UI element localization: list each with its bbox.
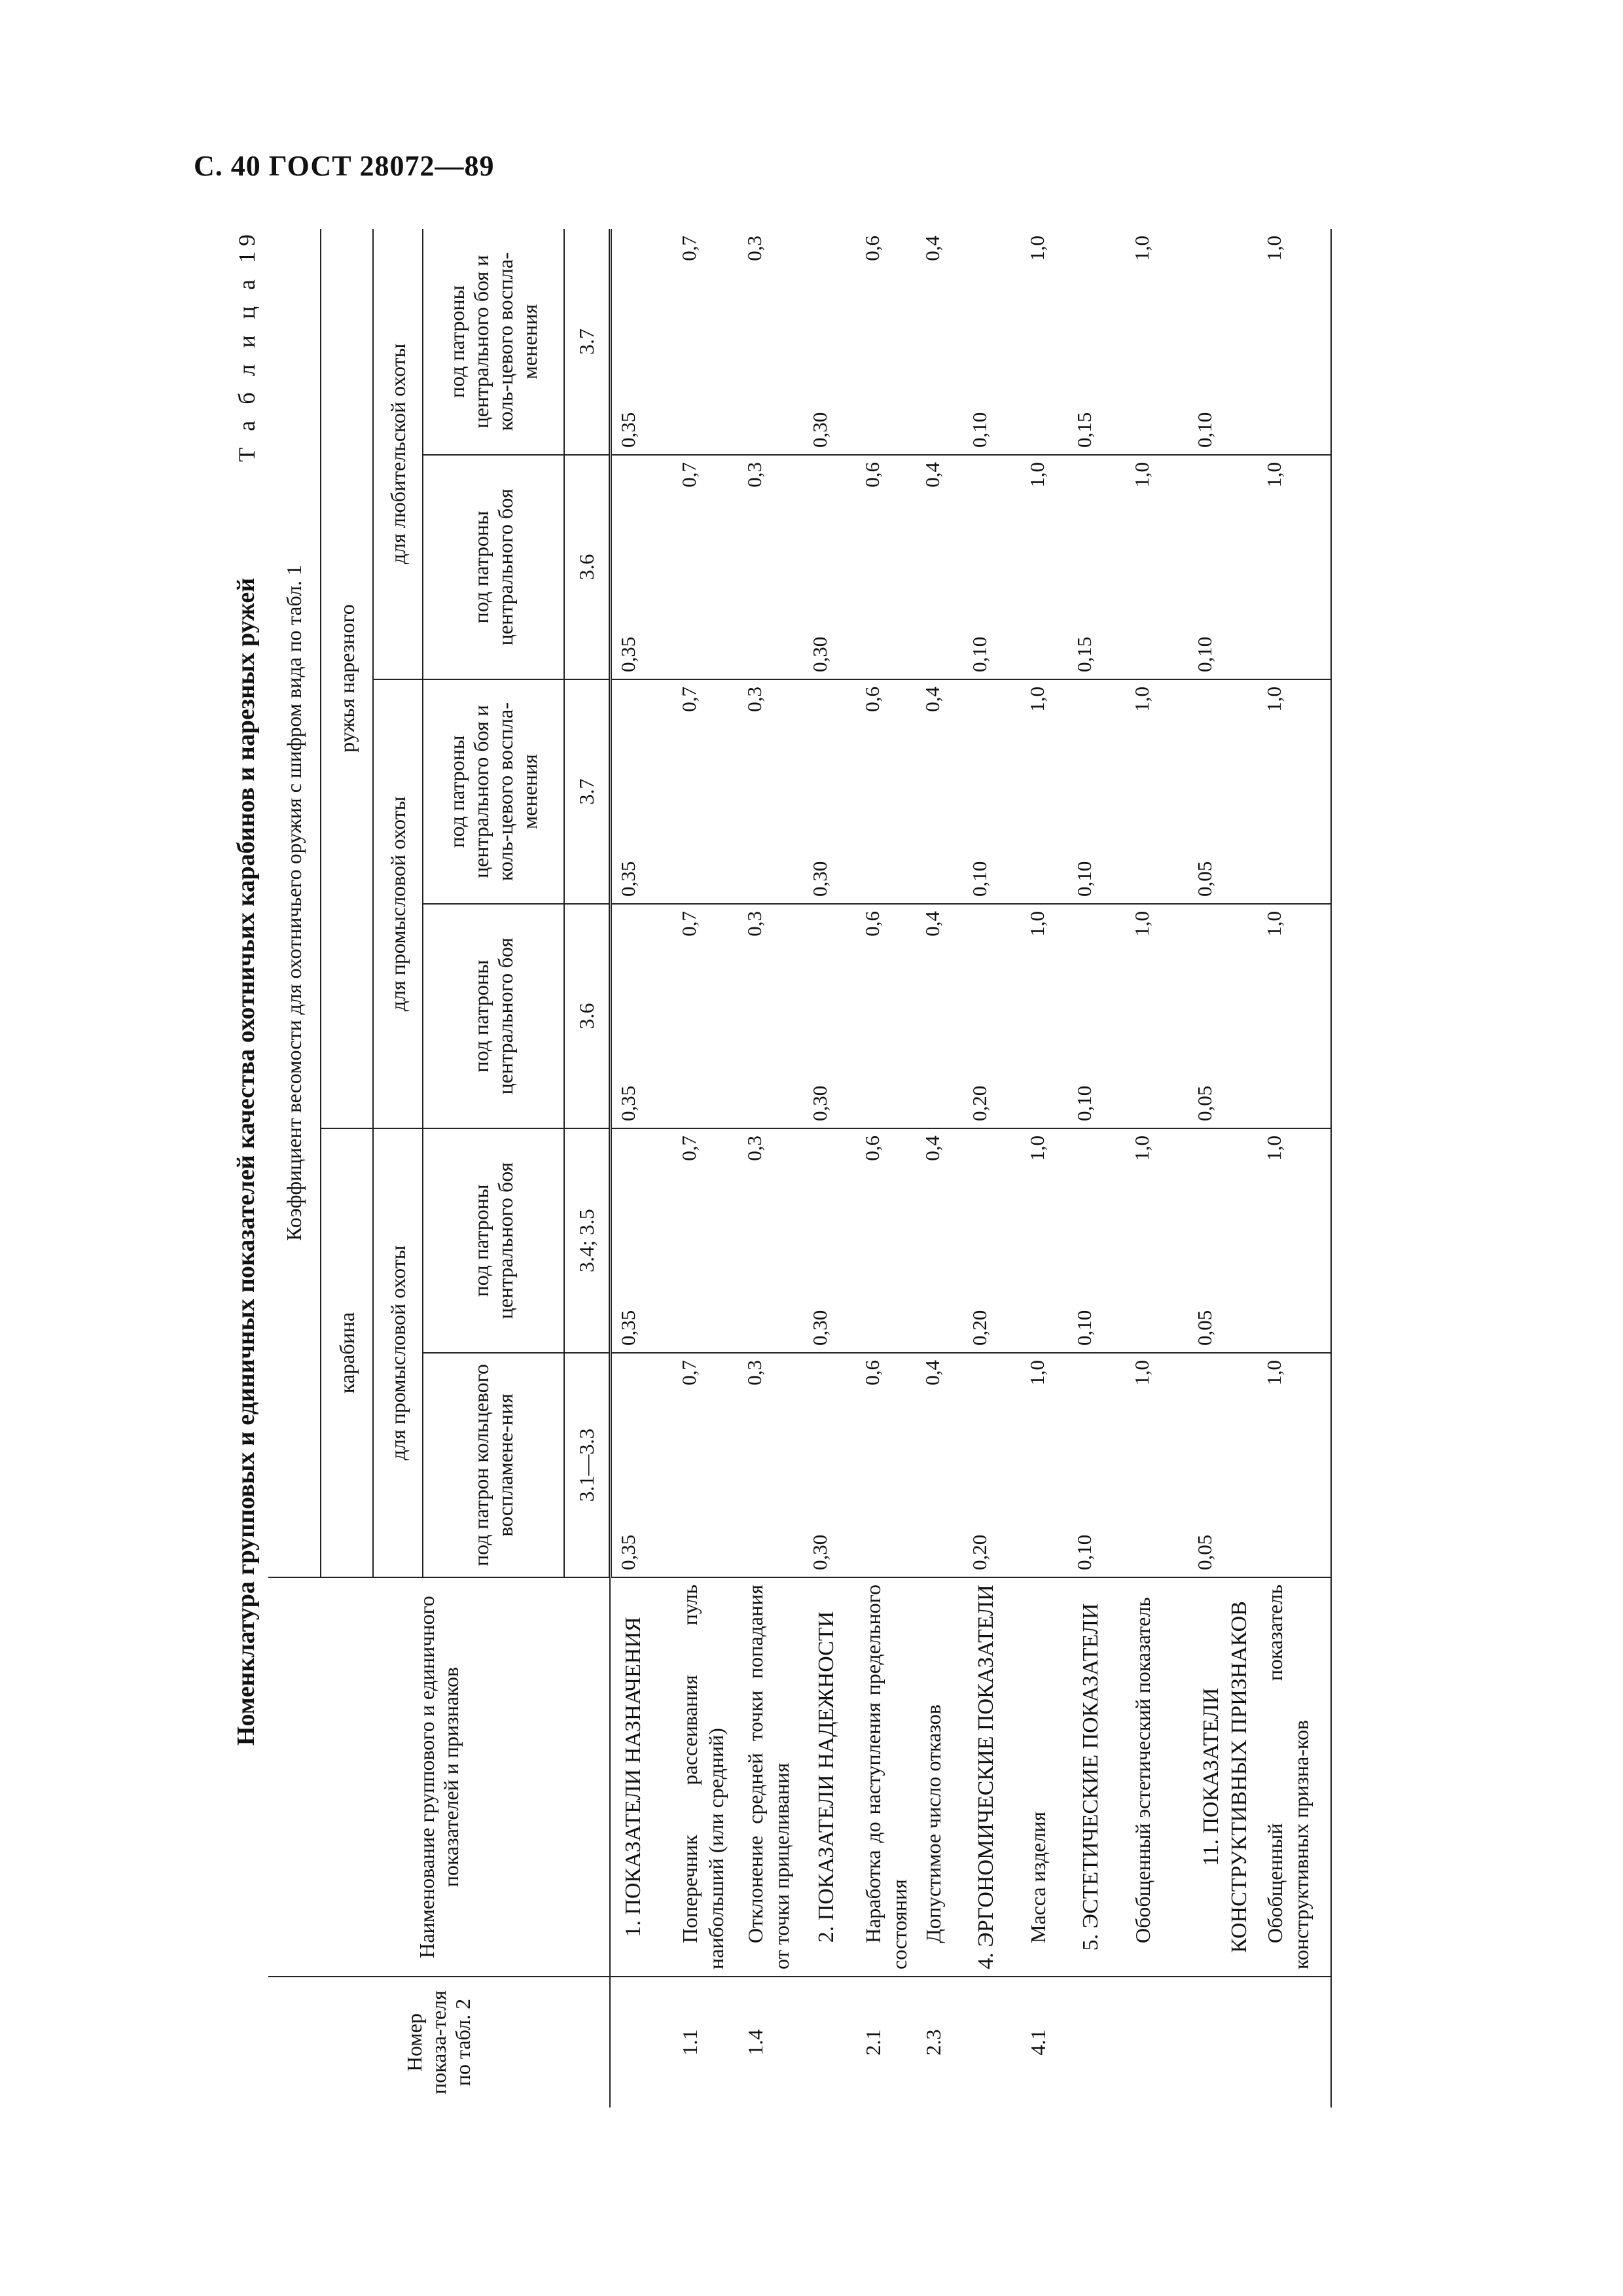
coefficient-value: 0,35 bbox=[616, 412, 639, 448]
col-header-amateur-rifle: для любительской охоты bbox=[373, 229, 423, 679]
indicator-name: Наработка до наступления предельного состояния bbox=[856, 1577, 916, 1977]
table-row bbox=[673, 229, 738, 2108]
indicator-name: Отклонение средней точки попадания от точки прицеливания bbox=[738, 1577, 804, 1977]
coefficient-value: 1,0 bbox=[1262, 1360, 1285, 1386]
coefficient-cell bbox=[1021, 904, 1068, 1128]
coefficient-cell bbox=[963, 1128, 1021, 1353]
coefficient-cell bbox=[1258, 229, 1331, 455]
coefficient-value: 0,3 bbox=[743, 1360, 766, 1386]
coefficient-cell bbox=[610, 679, 673, 904]
section-title: 1. ПОКАЗАТЕЛИ НАЗНАЧЕНИЯ bbox=[610, 1577, 673, 1977]
col-header-coefficient: Коэффициент весомости для охотничьего оружия с шифром вида по табл. 1 bbox=[268, 229, 321, 1577]
coefficient-value: 0,10 bbox=[1073, 1085, 1096, 1121]
row-number: 2.3 bbox=[921, 2029, 945, 2056]
coefficient-cell bbox=[804, 1128, 856, 1353]
coefficient-value: 0,6 bbox=[861, 235, 883, 261]
coefficient-cell bbox=[963, 229, 1021, 455]
coefficient-cell bbox=[610, 1353, 673, 1577]
coefficient-cell bbox=[1068, 455, 1126, 679]
section-row bbox=[804, 229, 856, 2108]
coefficient-cell bbox=[1258, 904, 1331, 1128]
coefficient-value: 1,0 bbox=[1026, 235, 1048, 261]
row-number bbox=[1258, 1977, 1331, 2108]
coefficient-cell bbox=[673, 904, 738, 1128]
table-row bbox=[1126, 229, 1188, 2108]
coefficient-cell bbox=[916, 1128, 963, 1353]
coefficient-value: 0,6 bbox=[861, 911, 883, 937]
coefficient-cell bbox=[1021, 679, 1068, 904]
coefficient-cell bbox=[1068, 1353, 1126, 1577]
col-code: 3.6 bbox=[564, 455, 610, 679]
coefficient-cell bbox=[738, 455, 804, 679]
coefficient-cell bbox=[916, 229, 963, 455]
coefficient-cell bbox=[856, 455, 916, 679]
coefficient-cell bbox=[738, 679, 804, 904]
table-row bbox=[1021, 229, 1068, 2108]
row-number: 1.1 bbox=[678, 2029, 702, 2056]
row-number: 1.4 bbox=[743, 2029, 767, 2056]
coefficient-value: 1,0 bbox=[1130, 235, 1153, 261]
coefficient-value: 0,30 bbox=[808, 861, 831, 897]
coefficient-value: 1,0 bbox=[1130, 1360, 1153, 1386]
coefficient-value: 1,0 bbox=[1262, 687, 1285, 712]
coefficient-value: 0,35 bbox=[616, 861, 639, 897]
coefficient-value: 0,7 bbox=[677, 687, 700, 712]
coefficient-value: 1,0 bbox=[1262, 911, 1285, 937]
coefficient-cell bbox=[673, 455, 738, 679]
coefficient-value: 0,4 bbox=[921, 687, 944, 712]
coefficient-value: 0,3 bbox=[743, 687, 766, 712]
coefficient-value: 1,0 bbox=[1026, 687, 1048, 712]
coefficient-cell bbox=[673, 679, 738, 904]
coefficient-value: 0,30 bbox=[808, 636, 831, 672]
col-header-carbine: карабина bbox=[321, 1128, 373, 1577]
coefficient-cell bbox=[856, 1128, 916, 1353]
coefficient-value: 1,0 bbox=[1026, 911, 1048, 937]
coefficient-value: 1,0 bbox=[1026, 1360, 1048, 1386]
table-row bbox=[738, 229, 804, 2108]
coefficient-cell bbox=[916, 679, 963, 904]
coefficient-value: 0,30 bbox=[808, 1310, 831, 1346]
coefficient-cell bbox=[856, 904, 916, 1128]
coefficient-cell bbox=[804, 1353, 856, 1577]
coefficient-value: 0,7 bbox=[677, 1360, 700, 1386]
coefficient-value: 0,6 bbox=[861, 687, 883, 712]
table-title: Номенклатура групповых и единичных показателей качества охотничьих карабинов и нарезных ружей bbox=[232, 577, 260, 1746]
coefficient-cell bbox=[738, 1128, 804, 1353]
coefficient-value: 0,10 bbox=[1193, 412, 1216, 448]
section-title: 4. ЭРГОНОМИЧЕСКИЕ ПОКАЗАТЕЛИ bbox=[963, 1577, 1021, 1977]
coefficient-value: 0,4 bbox=[921, 1360, 944, 1386]
coefficient-cell bbox=[1021, 1128, 1068, 1353]
coefficient-value: 0,15 bbox=[1073, 636, 1096, 672]
coefficient-value: 0,30 bbox=[808, 1534, 831, 1570]
coefficient-cell bbox=[916, 1353, 963, 1577]
coefficient-cell bbox=[738, 1353, 804, 1577]
coefficient-value: 1,0 bbox=[1262, 1136, 1285, 1161]
coefficient-cell bbox=[673, 229, 738, 455]
col-header-commercial-carbine: для промысловой охоты bbox=[373, 1128, 423, 1577]
rotated-table-sheet bbox=[216, 216, 1368, 2108]
col-header-commercial-rifle: для промысловой охоты bbox=[373, 679, 423, 1128]
coefficient-value: 0,6 bbox=[861, 1136, 883, 1161]
col-header-centerfire: под патроны центрального боя bbox=[423, 1128, 564, 1353]
coefficient-cell bbox=[1126, 1353, 1188, 1577]
row-number bbox=[963, 1977, 1021, 2108]
section-row bbox=[1068, 229, 1126, 2108]
row-number bbox=[804, 1977, 856, 2108]
row-number bbox=[1188, 1977, 1258, 2108]
coefficient-cell bbox=[738, 229, 804, 455]
table-row bbox=[916, 229, 963, 2108]
coefficient-value: 0,4 bbox=[921, 911, 944, 937]
coefficient-value: 1,0 bbox=[1026, 462, 1048, 488]
indicator-name: Поперечник рассеивания пуль наибольший (или средний) bbox=[673, 1577, 738, 1977]
coefficient-cell bbox=[610, 455, 673, 679]
table-body bbox=[610, 229, 1331, 2108]
coefficient-cell bbox=[856, 229, 916, 455]
table-caption: Т а б л и ц а 19 bbox=[234, 229, 260, 462]
coefficient-cell bbox=[1068, 229, 1126, 455]
quality-indicators-table bbox=[268, 229, 1332, 2108]
coefficient-cell bbox=[963, 679, 1021, 904]
coefficient-cell bbox=[1021, 229, 1068, 455]
coefficient-value: 0,3 bbox=[743, 911, 766, 937]
coefficient-cell bbox=[856, 1353, 916, 1577]
coefficient-cell bbox=[1126, 904, 1188, 1128]
section-row bbox=[1188, 229, 1258, 2108]
coefficient-value: 0,3 bbox=[743, 1136, 766, 1161]
indicator-name: Обобщенный показатель конструктивных призна-ков bbox=[1258, 1577, 1331, 1977]
coefficient-value: 0,3 bbox=[743, 462, 766, 488]
coefficient-cell bbox=[673, 1128, 738, 1353]
section-title: 11. ПОКАЗАТЕЛИ КОНСТРУКТИВНЫХ ПРИЗНАКОВ bbox=[1188, 1577, 1258, 1977]
coefficient-cell bbox=[1021, 1353, 1068, 1577]
coefficient-cell bbox=[1188, 904, 1258, 1128]
coefficient-value: 0,15 bbox=[1073, 412, 1096, 448]
table-row bbox=[1258, 229, 1331, 2108]
coefficient-cell bbox=[804, 904, 856, 1128]
coefficient-value: 0,30 bbox=[808, 412, 831, 448]
coefficient-cell bbox=[1188, 1128, 1258, 1353]
coefficient-value: 0,30 bbox=[808, 1085, 831, 1121]
table-row bbox=[856, 229, 916, 2108]
col-header-number: Номер показа-теля по табл. 2 bbox=[268, 1977, 610, 2108]
coefficient-cell bbox=[916, 455, 963, 679]
coefficient-cell bbox=[1258, 1128, 1331, 1353]
coefficient-cell bbox=[1068, 1128, 1126, 1353]
coefficient-value: 1,0 bbox=[1262, 235, 1285, 261]
coefficient-value: 0,10 bbox=[1073, 1310, 1096, 1346]
col-code: 3.1—3.3 bbox=[564, 1353, 610, 1577]
coefficient-value: 0,6 bbox=[861, 1360, 883, 1386]
coefficient-value: 0,20 bbox=[968, 1310, 991, 1346]
coefficient-cell bbox=[1188, 1353, 1258, 1577]
coefficient-value: 0,6 bbox=[861, 462, 883, 488]
coefficient-cell bbox=[916, 904, 963, 1128]
section-row bbox=[963, 229, 1021, 2108]
coefficient-value: 0,7 bbox=[677, 1136, 700, 1161]
col-header-rifle: ружья нарезного bbox=[321, 229, 373, 1128]
coefficient-cell bbox=[1258, 455, 1331, 679]
coefficient-cell bbox=[1021, 455, 1068, 679]
col-header-name: Наименование группового и единичного показателей и признаков bbox=[268, 1577, 610, 1977]
col-code: 3.7 bbox=[564, 229, 610, 455]
coefficient-value: 0,20 bbox=[968, 1534, 991, 1570]
coefficient-value: 0,10 bbox=[1193, 636, 1216, 672]
coefficient-value: 0,35 bbox=[616, 1310, 639, 1346]
coefficient-cell bbox=[1188, 679, 1258, 904]
coefficient-value: 0,10 bbox=[968, 412, 991, 448]
coefficient-cell bbox=[1068, 679, 1126, 904]
coefficient-value: 0,05 bbox=[1193, 861, 1216, 897]
coefficient-cell bbox=[804, 455, 856, 679]
coefficient-value: 0,05 bbox=[1193, 1534, 1216, 1570]
coefficient-cell bbox=[1188, 455, 1258, 679]
coefficient-cell bbox=[673, 1353, 738, 1577]
coefficient-value: 0,4 bbox=[921, 235, 944, 261]
coefficient-cell bbox=[1126, 229, 1188, 455]
col-header-centerfire-3: под патроны центрального боя bbox=[423, 455, 564, 679]
coefficient-value: 0,7 bbox=[677, 911, 700, 937]
coefficient-value: 0,4 bbox=[921, 1136, 944, 1161]
coefficient-cell bbox=[1068, 904, 1126, 1128]
coefficient-cell bbox=[1258, 679, 1331, 904]
coefficient-cell bbox=[738, 904, 804, 1128]
col-header-center-rim: под патроны центрального боя и коль-цевого воспла-менения bbox=[423, 679, 564, 904]
indicator-name: Допустимое число отказов bbox=[916, 1577, 963, 1977]
section-title: 2. ПОКАЗАТЕЛИ НАДЕЖНОСТИ bbox=[804, 1577, 856, 1977]
row-number bbox=[1068, 1977, 1126, 2108]
row-number: 2.1 bbox=[861, 2029, 885, 2056]
coefficient-cell bbox=[1258, 1353, 1331, 1577]
coefficient-value: 0,10 bbox=[968, 636, 991, 672]
indicator-name: Масса изделия bbox=[1021, 1577, 1068, 1977]
coefficient-value: 0,10 bbox=[1073, 1534, 1096, 1570]
coefficient-value: 1,0 bbox=[1130, 911, 1153, 937]
indicator-name: Обобщенный эстетический показатель bbox=[1126, 1577, 1188, 1977]
coefficient-value: 0,35 bbox=[616, 1085, 639, 1121]
coefficient-value: 1,0 bbox=[1130, 1136, 1153, 1161]
col-code: 3.6 bbox=[564, 904, 610, 1128]
row-number bbox=[610, 1977, 673, 2108]
section-title: 5. ЭСТЕТИЧЕСКИЕ ПОКАЗАТЕЛИ bbox=[1068, 1577, 1126, 1977]
coefficient-cell bbox=[610, 229, 673, 455]
coefficient-value: 1,0 bbox=[1130, 462, 1153, 488]
coefficient-cell bbox=[610, 1128, 673, 1353]
coefficient-cell bbox=[610, 904, 673, 1128]
coefficient-cell bbox=[1188, 229, 1258, 455]
col-code: 3.4; 3.5 bbox=[564, 1128, 610, 1353]
page-header: С. 40 ГОСТ 28072—89 bbox=[194, 150, 495, 182]
coefficient-value: 0,7 bbox=[677, 462, 700, 488]
section-row bbox=[610, 229, 673, 2108]
coefficient-cell bbox=[963, 455, 1021, 679]
coefficient-value: 0,10 bbox=[968, 861, 991, 897]
coefficient-cell bbox=[963, 904, 1021, 1128]
coefficient-value: 0,05 bbox=[1193, 1085, 1216, 1121]
coefficient-cell bbox=[1126, 455, 1188, 679]
col-code: 3.7 bbox=[564, 679, 610, 904]
coefficient-value: 0,3 bbox=[743, 235, 766, 261]
coefficient-cell bbox=[1126, 679, 1188, 904]
coefficient-value: 0,35 bbox=[616, 636, 639, 672]
coefficient-value: 0,4 bbox=[921, 462, 944, 488]
coefficient-value: 1,0 bbox=[1130, 687, 1153, 712]
coefficient-value: 1,0 bbox=[1026, 1136, 1048, 1161]
col-header-rimfire: под патрон кольцевого воспламене-ния bbox=[423, 1353, 564, 1577]
coefficient-cell bbox=[963, 1353, 1021, 1577]
coefficient-cell bbox=[804, 229, 856, 455]
coefficient-cell bbox=[856, 679, 916, 904]
row-number: 4.1 bbox=[1026, 2029, 1050, 2056]
coefficient-value: 0,7 bbox=[677, 235, 700, 261]
coefficient-value: 0,10 bbox=[1073, 861, 1096, 897]
row-number bbox=[1126, 1977, 1188, 2108]
coefficient-value: 0,20 bbox=[968, 1085, 991, 1121]
coefficient-cell bbox=[1126, 1128, 1188, 1353]
coefficient-value: 1,0 bbox=[1262, 462, 1285, 488]
coefficient-cell bbox=[804, 679, 856, 904]
coefficient-value: 0,05 bbox=[1193, 1310, 1216, 1346]
col-header-centerfire-2: под патроны центрального боя bbox=[423, 904, 564, 1128]
col-header-center-rim-2: под патроны центрального боя и коль-цевого воспла-менения bbox=[423, 229, 564, 455]
coefficient-value: 0,35 bbox=[616, 1534, 639, 1570]
